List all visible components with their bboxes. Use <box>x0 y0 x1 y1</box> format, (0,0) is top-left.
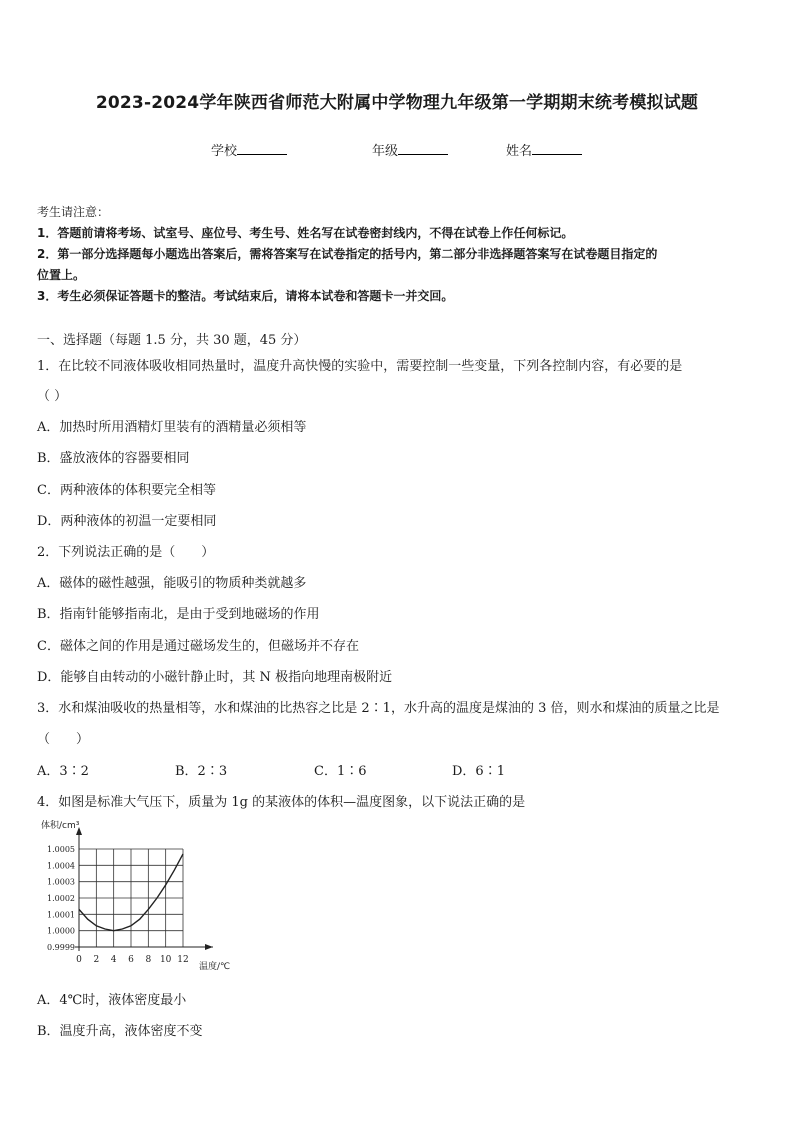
name-blank[interactable] <box>532 142 582 155</box>
q3-option-d[interactable]: D．6∶1 <box>452 764 505 779</box>
y-tick-label: 1.0002 <box>47 894 75 903</box>
q2-option-b[interactable]: B．指南针能够指南北，是由于受到地磁场的作用 <box>37 607 320 622</box>
q3-option-b[interactable]: B．2∶3 <box>175 764 228 779</box>
name-field[interactable] <box>506 140 582 159</box>
y-axis-label: 体积/cm³ <box>41 821 80 831</box>
q3-option-a[interactable]: A．3∶2 <box>37 764 89 779</box>
section-heading: 一、选择题（每题 1.5 分，共 30 题，45 分） <box>37 333 307 348</box>
x-tick-label: 2 <box>93 955 100 965</box>
y-tick-label: 1.0003 <box>47 877 75 887</box>
x-axis-arrow <box>205 944 213 950</box>
grade-label: 年级 <box>372 144 399 159</box>
x-axis-label: 温度/℃ <box>199 962 231 972</box>
x-tick-label: 4 <box>110 955 117 965</box>
q1-option-b[interactable]: B．盛放液体的容器要相同 <box>37 451 190 466</box>
q1-paren: （ ） <box>37 389 68 404</box>
grade-blank[interactable] <box>398 142 448 155</box>
q1-option-c[interactable]: C．两种液体的体积要完全相等 <box>37 483 216 498</box>
q2-stem: 2．下列说法正确的是（ ） <box>37 545 215 560</box>
q3-stem: 3．水和煤油吸收的热量相等，水和煤油的比热容之比是 2∶1，水升高的温度是煤油的 3 倍，则水和煤油的质量之比是 <box>37 701 720 716</box>
notice-heading: 考生请注意： <box>37 205 110 219</box>
y-tick-label: 0.9999 <box>47 943 75 952</box>
q3-paren: （ ） <box>37 732 90 747</box>
y-tick-label: 1.0005 <box>47 845 75 854</box>
volume-temperature-chart <box>37 816 237 978</box>
q2-option-d[interactable]: D．能够自由转动的小磁针静止时，其 N 极指向地理南极附近 <box>37 670 393 685</box>
q4-option-a[interactable]: A．4℃时，液体密度最小 <box>37 993 187 1008</box>
q2-option-c[interactable]: C．磁体之间的作用是通过磁场发生的，但磁场并不存在 <box>37 639 359 654</box>
school-label: 学校 <box>211 144 238 159</box>
notice-item-2-cont: 位置上。 <box>37 268 86 282</box>
notice-item-2: 2．第一部分选择题每小题选出答案后，需将答案写在试卷指定的括号内，第二部分非选择题答案写在试卷题目指定的 <box>37 247 658 261</box>
x-tick-label: 12 <box>177 955 189 965</box>
q1-option-a[interactable]: A．加热时所用酒精灯里装有的酒精量必须相等 <box>37 420 307 435</box>
school-field[interactable] <box>211 140 287 159</box>
x-tick-label: 8 <box>145 955 152 965</box>
q4-option-b[interactable]: B．温度升高，液体密度不变 <box>37 1024 203 1039</box>
exam-title: 2023-2024学年陕西省师范大附属中学物理九年级第一学期期末统考模拟试题 <box>95 93 699 113</box>
school-blank[interactable] <box>237 142 287 155</box>
q3-option-c[interactable]: C．1∶6 <box>314 764 367 779</box>
name-label: 姓名 <box>506 144 533 159</box>
x-tick-label: 10 <box>159 955 172 965</box>
y-tick-label: 1.0001 <box>47 910 75 920</box>
x-tick-label: 0 <box>76 955 82 965</box>
y-tick-label: 1.0004 <box>47 861 75 871</box>
q1-option-d[interactable]: D．两种液体的初温一定要相同 <box>37 514 217 529</box>
grade-field[interactable] <box>372 140 448 159</box>
notice-item-3: 3．考生必须保证答题卡的整洁。考试结束后，请将本试卷和答题卡一并交回。 <box>37 289 454 303</box>
notice-item-1: 1．答题前请将考场、试室号、座位号、考生号、姓名写在试卷密封线内，不得在试卷上作任何标记。 <box>37 226 574 240</box>
x-tick-label: 6 <box>128 955 134 965</box>
y-tick-label: 1.0000 <box>47 926 75 936</box>
q2-option-a[interactable]: A．磁体的磁性越强，能吸引的物质种类就越多 <box>37 576 307 591</box>
q1-stem: 1．在比较不同液体吸收相同热量时，温度升高快慢的实验中，需要控制一些变量，下列各控制内容，有必要的是 <box>37 359 683 374</box>
q4-stem: 4．如图是标准大气压下，质量为 1g 的某液体的体积—温度图象，以下说法正确的是 <box>37 795 526 810</box>
